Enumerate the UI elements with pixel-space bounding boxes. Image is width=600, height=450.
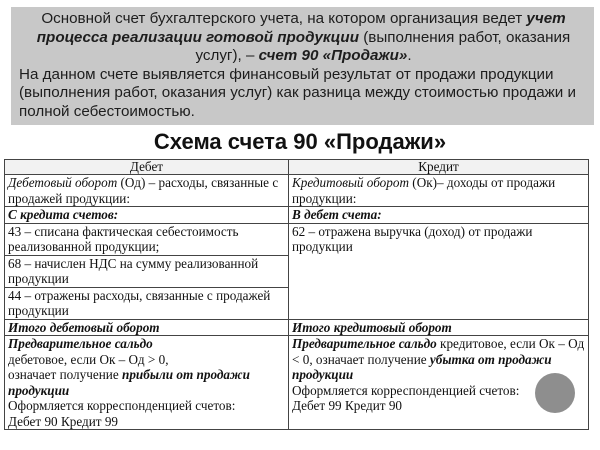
table-row: [5, 223, 589, 255]
debit-turnover-cell: [5, 175, 289, 207]
table-row: [5, 175, 589, 207]
debit-balance-correspondence: Оформляется корреспонденцией счетов:: [8, 398, 236, 413]
debit-total-cell: Итого дебетовый оборот: [5, 319, 289, 336]
credit-turnover-text: (Ок)– доходы от продажи продукции:: [292, 175, 556, 206]
table-header-row: [5, 160, 589, 175]
intro-paragraph-2: На данном счете выявляется финансовый результат от продажи продукции (выполнения работ, оказания услуг) как разница между стоимостью продажи и полной себестоимостью.: [19, 65, 576, 120]
intro-text: (выполнения работ, оказания услуг), –: [195, 28, 571, 64]
credit-balance-result: убытка от продажи продукции: [292, 351, 552, 382]
debit-balance-cell: [5, 336, 289, 430]
account-scheme-table: [4, 159, 589, 430]
intro-box: [11, 7, 594, 125]
debit-balance-condition: дебетовое, если Ок – Од > 0,: [8, 351, 169, 367]
to-debit-cell: В дебет счета:: [289, 207, 589, 224]
credit-header: Кредит: [289, 160, 589, 175]
intro-text: Основной счет бухгалтерского учета, на котором организация ведет: [41, 10, 527, 27]
table-row: [5, 319, 589, 336]
credit-turnover-cell: [289, 175, 589, 207]
table-row: [5, 336, 589, 430]
credit-balance-entry: Дебет 99 Кредит 90: [292, 398, 403, 413]
intro-text: .: [407, 47, 412, 64]
page-title: Схема счета 90 «Продажи»: [153, 129, 447, 154]
debit-balance-result: прибыли от продажи продукции: [8, 367, 250, 398]
debit-header: Дебет: [5, 160, 289, 175]
intro-emphasis: учет процесса реализации готовой продукции: [36, 10, 566, 46]
debit-item-43: 43 – списана фактическая себестоимость реализованной продукции;: [5, 223, 289, 255]
credit-balance-text: кредитовое, если Ок – Од < 0, означает получение: [292, 336, 585, 367]
intro-account-name: счет 90 «Продажи»: [258, 47, 408, 64]
intro-paragraph-1: [19, 10, 588, 66]
debit-balance-entry: Дебет 90 Кредит 99: [8, 413, 119, 429]
table-row: [5, 207, 589, 224]
decorative-circle: [535, 373, 575, 413]
debit-item-44: 44 – отражены расходы, связанные с продажей продукции: [5, 287, 289, 319]
credit-balance-term: Предварительное сальдо: [292, 336, 437, 351]
debit-turnover-text: (Од) – расходы, связанные с продажей продукции:: [8, 175, 279, 206]
debit-balance-text: означает получение: [8, 367, 122, 382]
debit-item-68: 68 – начислен НДС на сумму реализованной продукции: [5, 255, 289, 287]
credit-item-62: 62 – отражена выручка (доход) от продажи продукции: [289, 223, 589, 319]
debit-balance-term: Предварительное сальдо: [8, 336, 153, 351]
debit-turnover-term: Дебетовый оборот: [8, 175, 118, 190]
from-credit-cell: С кредита счетов:: [5, 207, 289, 224]
credit-turnover-term: Кредитовый оборот: [292, 175, 409, 190]
credit-balance-correspondence: Оформляется корреспонденцией счетов:: [292, 382, 520, 398]
credit-total-cell: Итого кредитовый оборот: [289, 319, 589, 336]
